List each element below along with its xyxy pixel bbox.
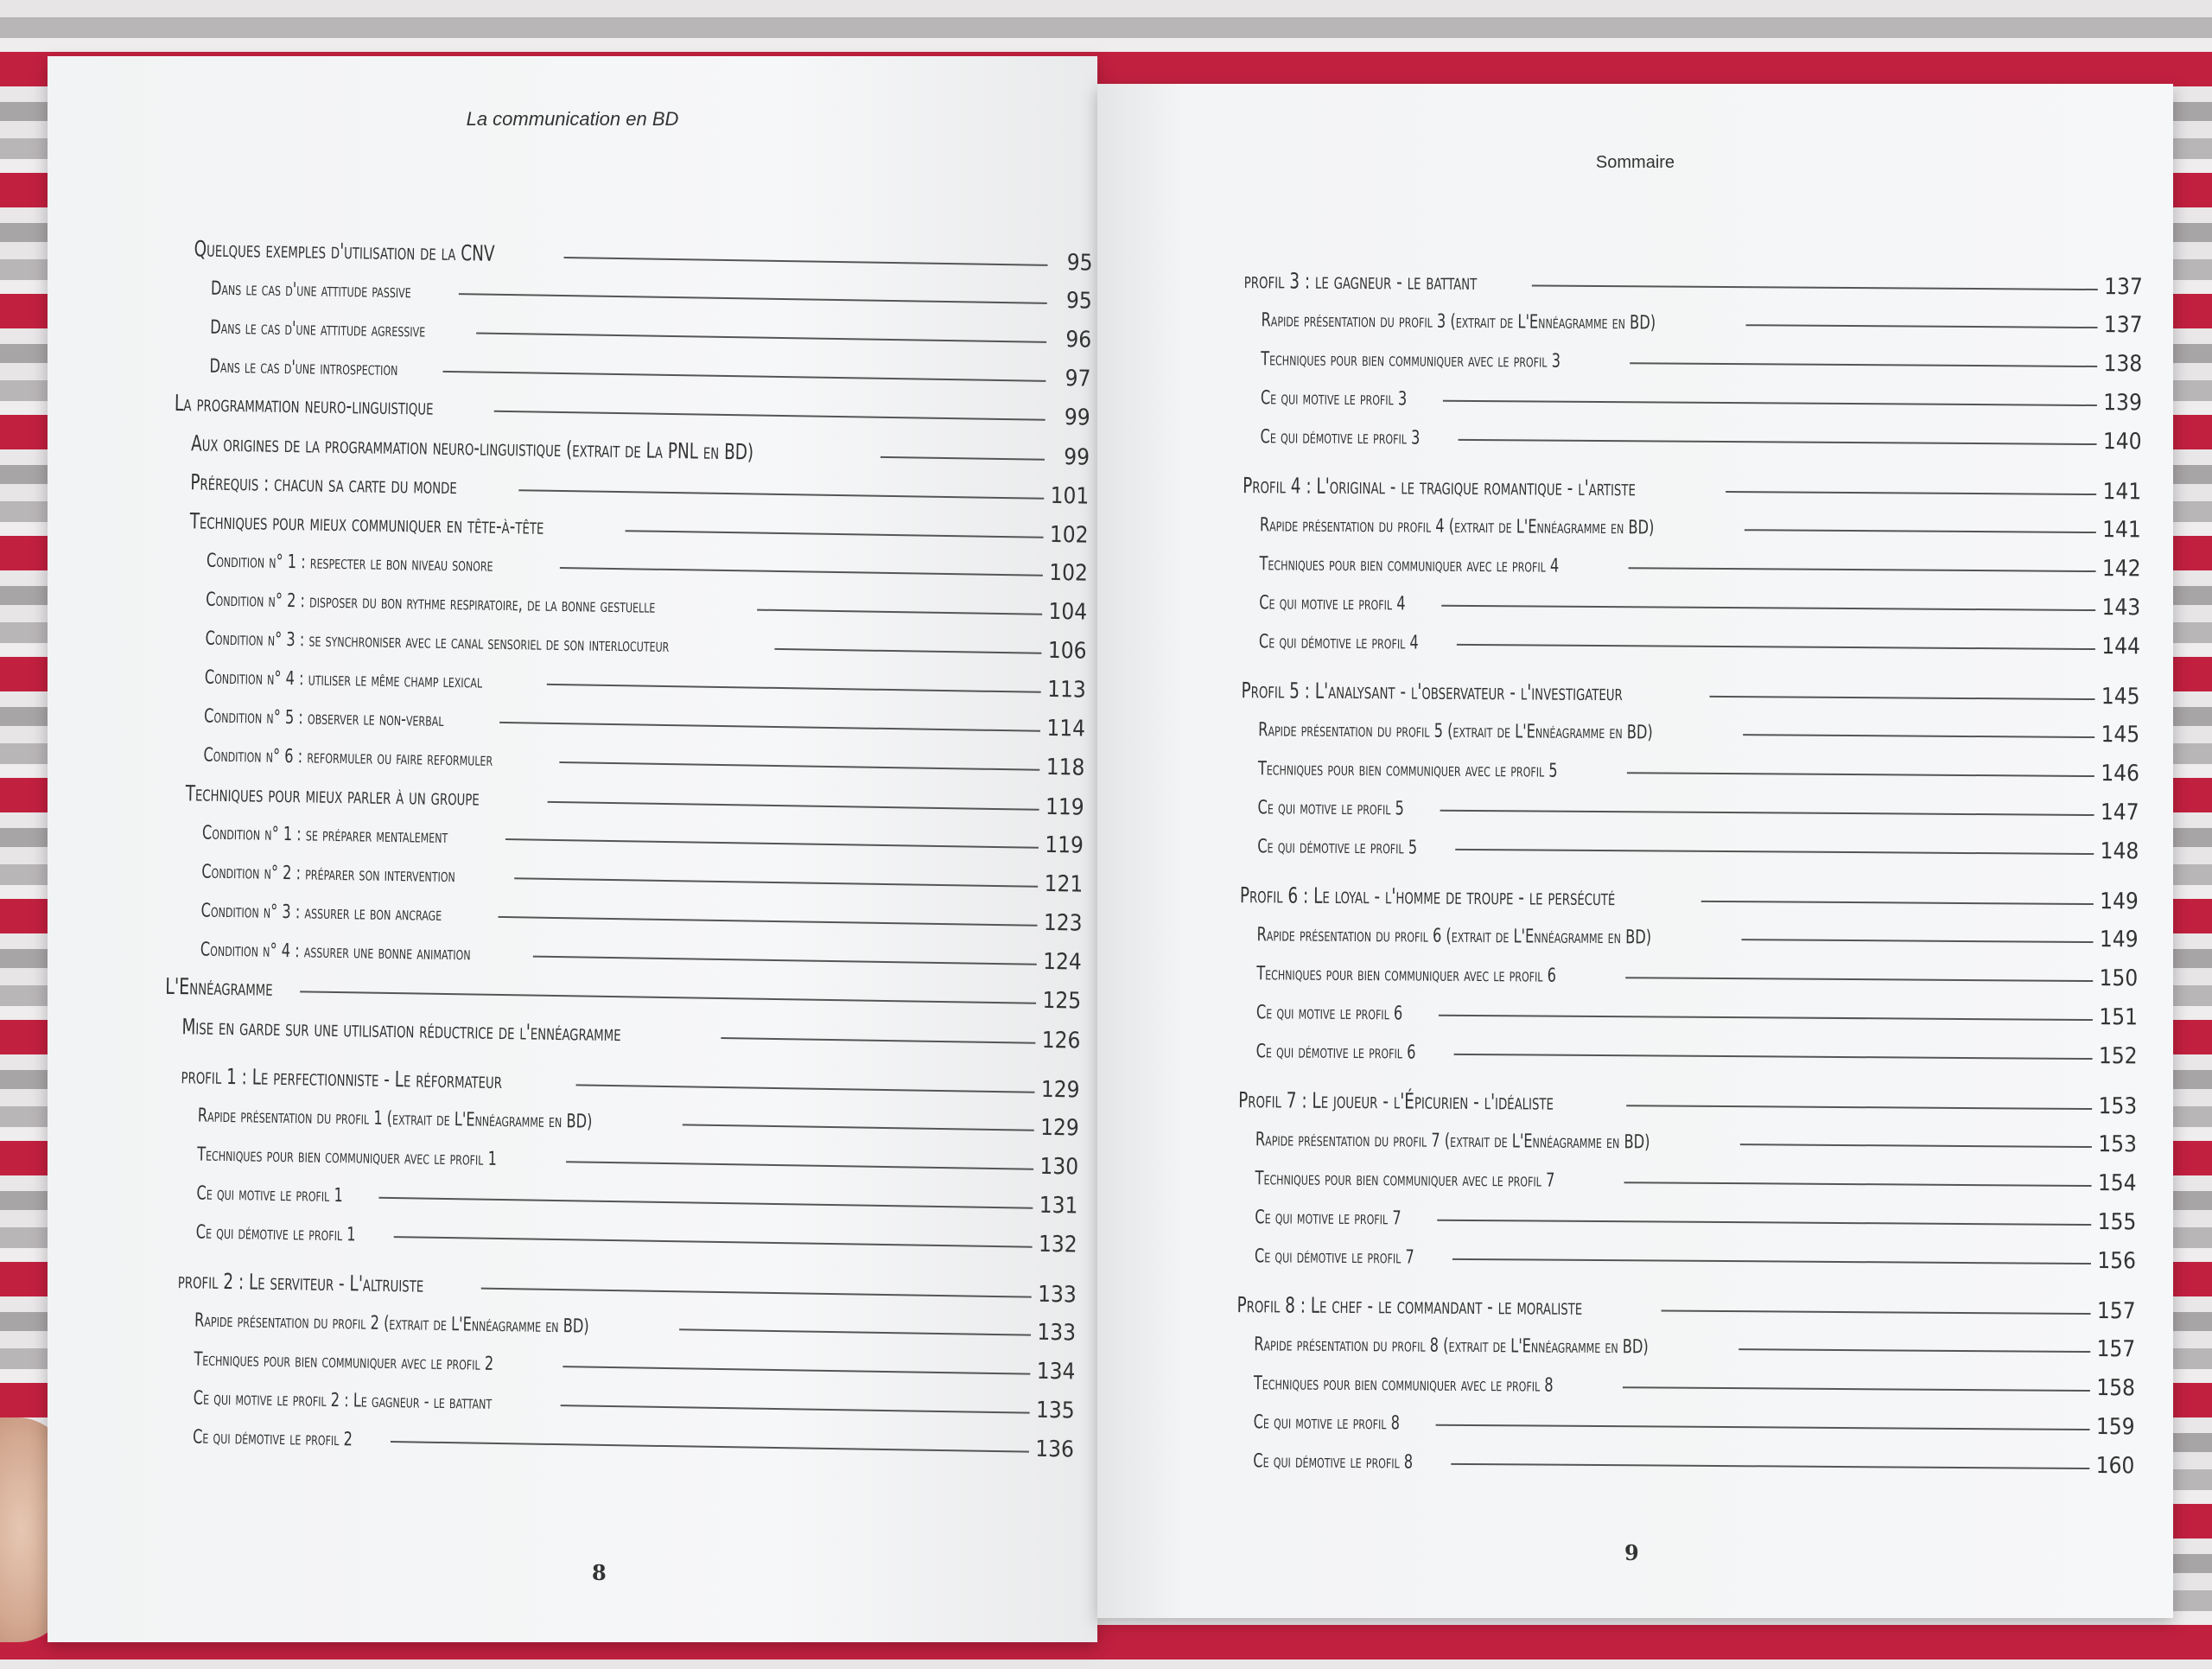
toc-entry-title: Aux origines de la programmation neuro-linguistique (extrait de La PNL en BD) — [190, 430, 754, 465]
toc-entry-title: Ce qui motive le profil 8 — [1253, 1411, 1401, 1435]
toc-entry — [1221, 1119, 2137, 1164]
toc-entry-title: Quelques exemples d'utilisation de la CNV — [194, 236, 495, 266]
toc-entry-page: 126 — [1041, 1027, 1081, 1054]
toc-entry — [1225, 466, 2141, 511]
leader-line — [1741, 939, 2093, 943]
leader-line — [1438, 1015, 2092, 1021]
toc-entry-page: 102 — [1048, 559, 1089, 587]
toc-entry-title: Ce qui démotive le profil 7 — [1254, 1245, 1414, 1269]
toc-entry-page: 145 — [2101, 722, 2140, 749]
toc-entry-title: Rapide présentation du profil 1 (extrait de L'Ennéagramme en BD) — [197, 1105, 593, 1133]
toc-entry — [1222, 992, 2138, 1037]
leader-line — [459, 293, 1047, 304]
leader-line — [561, 1405, 1030, 1414]
leader-line — [1442, 400, 2096, 406]
toc-entry — [1221, 1080, 2137, 1125]
toc-entry-title: Ce qui démotive le profil 8 — [1253, 1450, 1414, 1474]
toc-entry-title: Profil 4 : L'original - le tragique romantique - l'artiste — [1243, 473, 1637, 501]
leader-line — [1710, 696, 2095, 700]
toc-entry-title: Ce qui démotive le profil 1 — [195, 1221, 356, 1246]
toc-entry — [1222, 914, 2138, 959]
toc-entry-page: 139 — [2103, 390, 2142, 417]
leader-line — [1437, 1220, 2091, 1226]
page-number: 9 — [1624, 1540, 1639, 1565]
leader-line — [1624, 1182, 2091, 1187]
leader-line — [1440, 810, 2094, 816]
leader-line — [758, 609, 1043, 615]
toc-entry-title: Techniques pour bien communiquer avec le profil 7 — [1255, 1168, 1555, 1192]
leader-line — [547, 801, 1039, 811]
leader-line — [499, 722, 1040, 732]
leader-line — [563, 1366, 1030, 1374]
toc-entry-page: 144 — [2101, 634, 2141, 660]
leader-line — [679, 1328, 1031, 1335]
leader-line — [1627, 772, 2094, 777]
leader-line — [518, 489, 1044, 500]
toc-entry-title: Techniques pour bien communiquer avec le profil 6 — [1256, 963, 1557, 987]
toc-entry-page: 104 — [1048, 598, 1088, 626]
toc-entry-page: 133 — [1037, 1281, 1077, 1309]
toc-list — [1218, 261, 2143, 1486]
toc-entry-title: Ce qui démotive le profil 6 — [1255, 1041, 1416, 1064]
leader-line — [476, 332, 1046, 342]
toc-entry-title: Mise en garde sur une utilisation réductrice de l'ennéagramme — [181, 1014, 621, 1047]
leader-line — [1531, 284, 2097, 290]
leader-line — [1738, 1348, 2090, 1353]
toc-entry-page: 135 — [1035, 1397, 1075, 1424]
toc-entry — [1224, 583, 2140, 627]
toc-entry-page: 99 — [1064, 405, 1090, 431]
toc-entry — [1224, 544, 2140, 589]
toc-entry — [1218, 1402, 2134, 1447]
toc-entry-page: 118 — [1046, 754, 1085, 781]
leader-line — [1435, 1424, 2089, 1430]
toc-entry — [1223, 876, 2139, 920]
leader-line — [481, 1288, 1032, 1298]
toc-entry-title: Profil 6 : Le loyal - l'homme de troupe - le persécuté — [1239, 882, 1616, 911]
running-head: Sommaire — [1595, 153, 1675, 172]
toc-entry-title: Condition n° 3 : assurer le bon ancrage — [200, 900, 442, 926]
toc-entry-page: 119 — [1045, 831, 1084, 859]
toc-entry-page: 154 — [2097, 1170, 2137, 1197]
toc-entry — [1225, 417, 2141, 462]
toc-entry-page: 137 — [2103, 312, 2143, 339]
toc-entry-title: Ce qui motive le profil 5 — [1257, 797, 1405, 820]
leader-line — [1452, 1258, 2091, 1264]
toc-entry-page: 155 — [2097, 1209, 2137, 1236]
toc-entry — [1219, 1285, 2135, 1330]
toc-entry-title: Rapide présentation du profil 3 (extrait de L'Ennéagramme en BD) — [1261, 309, 1656, 334]
toc-entry-title: Rapide présentation du profil 5 (extrait de L'Ennéagramme en BD) — [1258, 719, 1653, 744]
toc-entry-title: La programmation neuro-linguistique — [174, 390, 434, 421]
toc-entry-title: Condition n° 3 : se synchroniser avec le canal sensoriel de son interlocuteur — [205, 627, 670, 658]
toc-entry-page: 133 — [1037, 1319, 1077, 1347]
toc-entry-page: 121 — [1044, 870, 1084, 898]
toc-entry-page: 148 — [2100, 838, 2139, 865]
toc-entry — [1218, 1441, 2134, 1486]
toc-entry-title: Ce qui démotive le profil 5 — [1257, 836, 1418, 859]
toc-entry-title: profil 3 : le gagneur - le battant — [1243, 268, 1478, 296]
toc-entry-page: 101 — [1050, 482, 1090, 510]
leader-line — [514, 877, 1038, 888]
toc-entry-title: profil 2 : Le serviteur - L'altruiste — [177, 1268, 424, 1297]
toc-entry-page: 132 — [1038, 1231, 1077, 1258]
leader-line — [1625, 977, 2093, 982]
toc-entry-title: Dans le cas d'une attitude agressive — [210, 316, 426, 342]
toc-entry — [1223, 826, 2139, 871]
toc-entry-title: Techniques pour mieux communiquer en tête-à-tête — [189, 508, 544, 539]
toc-entry-page: 158 — [2096, 1375, 2136, 1402]
leader-line — [1701, 901, 2094, 905]
leader-line — [1743, 734, 2094, 738]
toc-entry-page: 152 — [2098, 1043, 2138, 1070]
leader-line — [1457, 644, 2095, 650]
toc-entry-page: 96 — [1065, 327, 1092, 354]
leader-line — [547, 684, 1041, 693]
toc-entry-title: Rapide présentation du profil 4 (extrait de L'Ennéagramme en BD) — [1259, 514, 1655, 539]
toc-entry-title: Ce qui démotive le profil 2 — [192, 1426, 353, 1451]
toc-entry-page: 95 — [1065, 288, 1093, 315]
toc-entry-page: 150 — [2099, 965, 2139, 992]
toc-entry-title: Ce qui motive le profil 6 — [1255, 1002, 1403, 1025]
toc-entry-title: Condition n° 6 : reformuler ou faire reformuler — [203, 744, 493, 771]
toc-entry-title: Dans le cas d'une attitude passive — [210, 277, 411, 303]
leader-line — [505, 838, 1039, 849]
toc-entry-title: Ce qui motive le profil 4 — [1259, 592, 1406, 615]
toc-entry-page: 129 — [1040, 1076, 1080, 1104]
leader-line — [394, 1236, 1033, 1248]
right-page — [1097, 84, 2173, 1618]
leader-line — [1454, 1054, 2093, 1060]
leader-line — [721, 1037, 1035, 1044]
page-number: 8 — [592, 1560, 607, 1585]
toc-entry-title: Condition n° 2 : préparer son intervention — [201, 861, 456, 888]
leader-line — [1740, 1143, 2092, 1148]
leader-line — [1630, 362, 2097, 367]
toc-entry-page: 149 — [2100, 889, 2139, 915]
toc-entry-title: Ce qui motive le profil 1 — [196, 1182, 343, 1207]
toc-entry-page: 130 — [1039, 1153, 1079, 1181]
toc-entry-page: 106 — [1047, 637, 1087, 665]
toc-entry-title: profil 1 : Le perfectionniste - Le réformateur — [181, 1063, 503, 1094]
toc-entry-page: 114 — [1046, 715, 1086, 742]
left-page — [48, 56, 1097, 1642]
toc-entry-title: Ce qui motive le profil 7 — [1255, 1207, 1402, 1230]
leader-line — [575, 1084, 1034, 1092]
toc-entry-page: 138 — [2103, 351, 2143, 378]
toc-entry-page: 124 — [1042, 948, 1083, 976]
leader-line — [566, 1161, 1033, 1169]
toc-entry-page: 141 — [2102, 517, 2141, 544]
toc-entry-page: 134 — [1036, 1358, 1076, 1386]
toc-entry-page: 113 — [1046, 676, 1086, 704]
toc-entry-title: Ce qui démotive le profil 3 — [1260, 426, 1421, 449]
toc-entry-page: 129 — [1039, 1114, 1080, 1142]
toc-entry — [1220, 1158, 2136, 1203]
leader-line — [1626, 1105, 2092, 1110]
toc-entry-title: Rapide présentation du profil 2 (extrait de L'Ennéagramme en BD) — [194, 1309, 589, 1338]
toc-entry — [1219, 1324, 2135, 1369]
toc-entry-page: 141 — [2102, 479, 2142, 506]
toc-entry-page: 131 — [1039, 1192, 1078, 1220]
leader-line — [880, 456, 1045, 461]
leader-line — [1456, 849, 2094, 855]
toc-entry-page: 119 — [1045, 793, 1084, 821]
leader-line — [1452, 1463, 2090, 1469]
toc-entry-title: Techniques pour bien communiquer avec le profil 1 — [196, 1143, 498, 1170]
toc-entry-title: Rapide présentation du profil 8 (extrait de L'Ennéagramme en BD) — [1254, 1334, 1649, 1359]
toc-entry-page: 142 — [2101, 556, 2141, 583]
toc-entry-page: 136 — [1035, 1436, 1075, 1463]
toc-entry — [1220, 1236, 2136, 1281]
toc-entry-title: Dans le cas d'une introspection — [209, 355, 398, 381]
leader-line — [300, 991, 1036, 1003]
toc-entry-page: 137 — [2104, 274, 2143, 301]
leader-line — [1662, 1310, 2091, 1315]
toc-entry-page: 157 — [2096, 1336, 2136, 1363]
toc-entry-title: Condition n° 1 : respecter le bon niveau sonore — [206, 550, 493, 577]
leader-line — [498, 916, 1037, 927]
toc-entry — [1225, 505, 2141, 550]
leader-line — [442, 371, 1046, 382]
toc-entry-page: 143 — [2101, 595, 2141, 621]
leader-line — [533, 956, 1037, 965]
toc-entry — [1224, 621, 2140, 666]
toc-entry-title: Techniques pour bien communiquer avec le profil 5 — [1257, 758, 1558, 782]
toc-entry-page: 145 — [2101, 684, 2140, 710]
toc-entry-title: Techniques pour bien communiquer avec le profil 3 — [1261, 348, 1561, 373]
toc-entry-title: Profil 7 : Le joueur - l'Épicurien - l'idéaliste — [1238, 1087, 1554, 1115]
leader-line — [1441, 605, 2095, 611]
toc-entry-page: 123 — [1043, 909, 1083, 937]
toc-entry-title: Condition n° 4 : utiliser le même champ lexical — [204, 666, 483, 693]
toc-entry-page: 140 — [2102, 429, 2142, 455]
leader-line — [1745, 324, 2097, 328]
leader-line — [564, 257, 1048, 266]
toc-entry — [1220, 1197, 2136, 1242]
toc-entry-title: Rapide présentation du profil 6 (extrait de L'Ennéagramme en BD) — [1256, 924, 1652, 949]
toc-entry-title: Ce qui démotive le profil 4 — [1258, 631, 1419, 654]
leader-line — [1623, 1386, 2090, 1392]
leader-line — [1745, 529, 2096, 533]
toc-entry — [1224, 749, 2139, 793]
toc-entry — [1222, 953, 2138, 998]
leader-line — [378, 1197, 1033, 1209]
toc-entry-page: 125 — [1042, 987, 1082, 1015]
toc-entry-title: Condition n° 4 : assurer une bonne animation — [200, 939, 471, 965]
toc-entry — [1226, 339, 2142, 384]
toc-entry — [1221, 1031, 2137, 1076]
toc-entry-page: 149 — [2099, 927, 2139, 953]
leader-line — [625, 530, 1043, 538]
toc-entry-page: 157 — [2096, 1298, 2136, 1325]
toc-entry-title: Ce qui motive le profil 3 — [1260, 387, 1408, 411]
toc-entry-page: 160 — [2095, 1453, 2135, 1480]
toc-entry-page: 153 — [2098, 1093, 2138, 1120]
toc-entry — [1219, 1363, 2135, 1408]
toc-entry — [1226, 300, 2142, 345]
toc-entry — [1223, 787, 2139, 832]
toc-entry — [1226, 378, 2142, 423]
toc-entry-title: Condition n° 1 : se préparer mentalement — [201, 822, 448, 849]
toc-entry-title: Techniques pour mieux parler à un groupe — [185, 780, 480, 811]
toc-entry — [1224, 710, 2139, 755]
running-head: La communication en BD — [466, 108, 679, 130]
leader-line — [1628, 567, 2095, 572]
toc-entry-page: 99 — [1063, 444, 1090, 471]
leader-line — [493, 411, 1045, 421]
toc-entry-page: 95 — [1066, 250, 1093, 277]
leader-line — [391, 1441, 1029, 1453]
toc-entry-page: 146 — [2101, 761, 2139, 787]
toc-entry — [1224, 671, 2139, 716]
toc-entry-title: Techniques pour bien communiquer avec le profil 8 — [1253, 1373, 1554, 1397]
toc-entry-title: Condition n° 2 : disposer du bon rythme respiratoire, de la bonne gestuelle — [206, 589, 656, 618]
toc-entry-title: Profil 5 : L'analysant - l'observateur - l'investigateur — [1241, 678, 1623, 706]
toc-entry-page: 151 — [2099, 1004, 2139, 1031]
toc-entry-title: Prérequis : chacun sa carte du monde — [190, 469, 458, 500]
leader-line — [683, 1124, 1034, 1131]
toc-entry — [1227, 261, 2143, 306]
leader-line — [559, 567, 1042, 577]
toc-entry-page: 97 — [1065, 366, 1091, 392]
leader-line — [1726, 491, 2096, 495]
toc-entry-page: 156 — [2097, 1248, 2137, 1275]
toc-entry-title: Rapide présentation du profil 7 (extrait de L'Ennéagramme en BD) — [1255, 1129, 1650, 1154]
toc-entry-title: Profil 8 : Le chef - le commandant - le moraliste — [1236, 1292, 1583, 1320]
toc-entry-page: 153 — [2098, 1131, 2137, 1158]
leader-line — [1459, 439, 2097, 445]
toc-entry-title: Ce qui motive le profil 2 : Le gagneur - le battant — [193, 1387, 493, 1414]
toc-entry-page: 102 — [1049, 521, 1089, 549]
toc-entry-title: Techniques pour bien communiquer avec le profil 4 — [1259, 553, 1560, 577]
leader-line — [560, 761, 1040, 771]
toc-entry-title: Techniques pour bien communiquer avec le profil 2 — [194, 1348, 494, 1375]
leader-line — [774, 648, 1041, 654]
toc-entry-page: 159 — [2095, 1414, 2135, 1441]
toc-entry-title: Condition n° 5 : observer le non-verbal — [203, 705, 444, 731]
toc-entry-title: L'Ennéagramme — [164, 973, 273, 1002]
toc-list — [158, 229, 1093, 1469]
toc-entry-page: 147 — [2100, 799, 2139, 826]
